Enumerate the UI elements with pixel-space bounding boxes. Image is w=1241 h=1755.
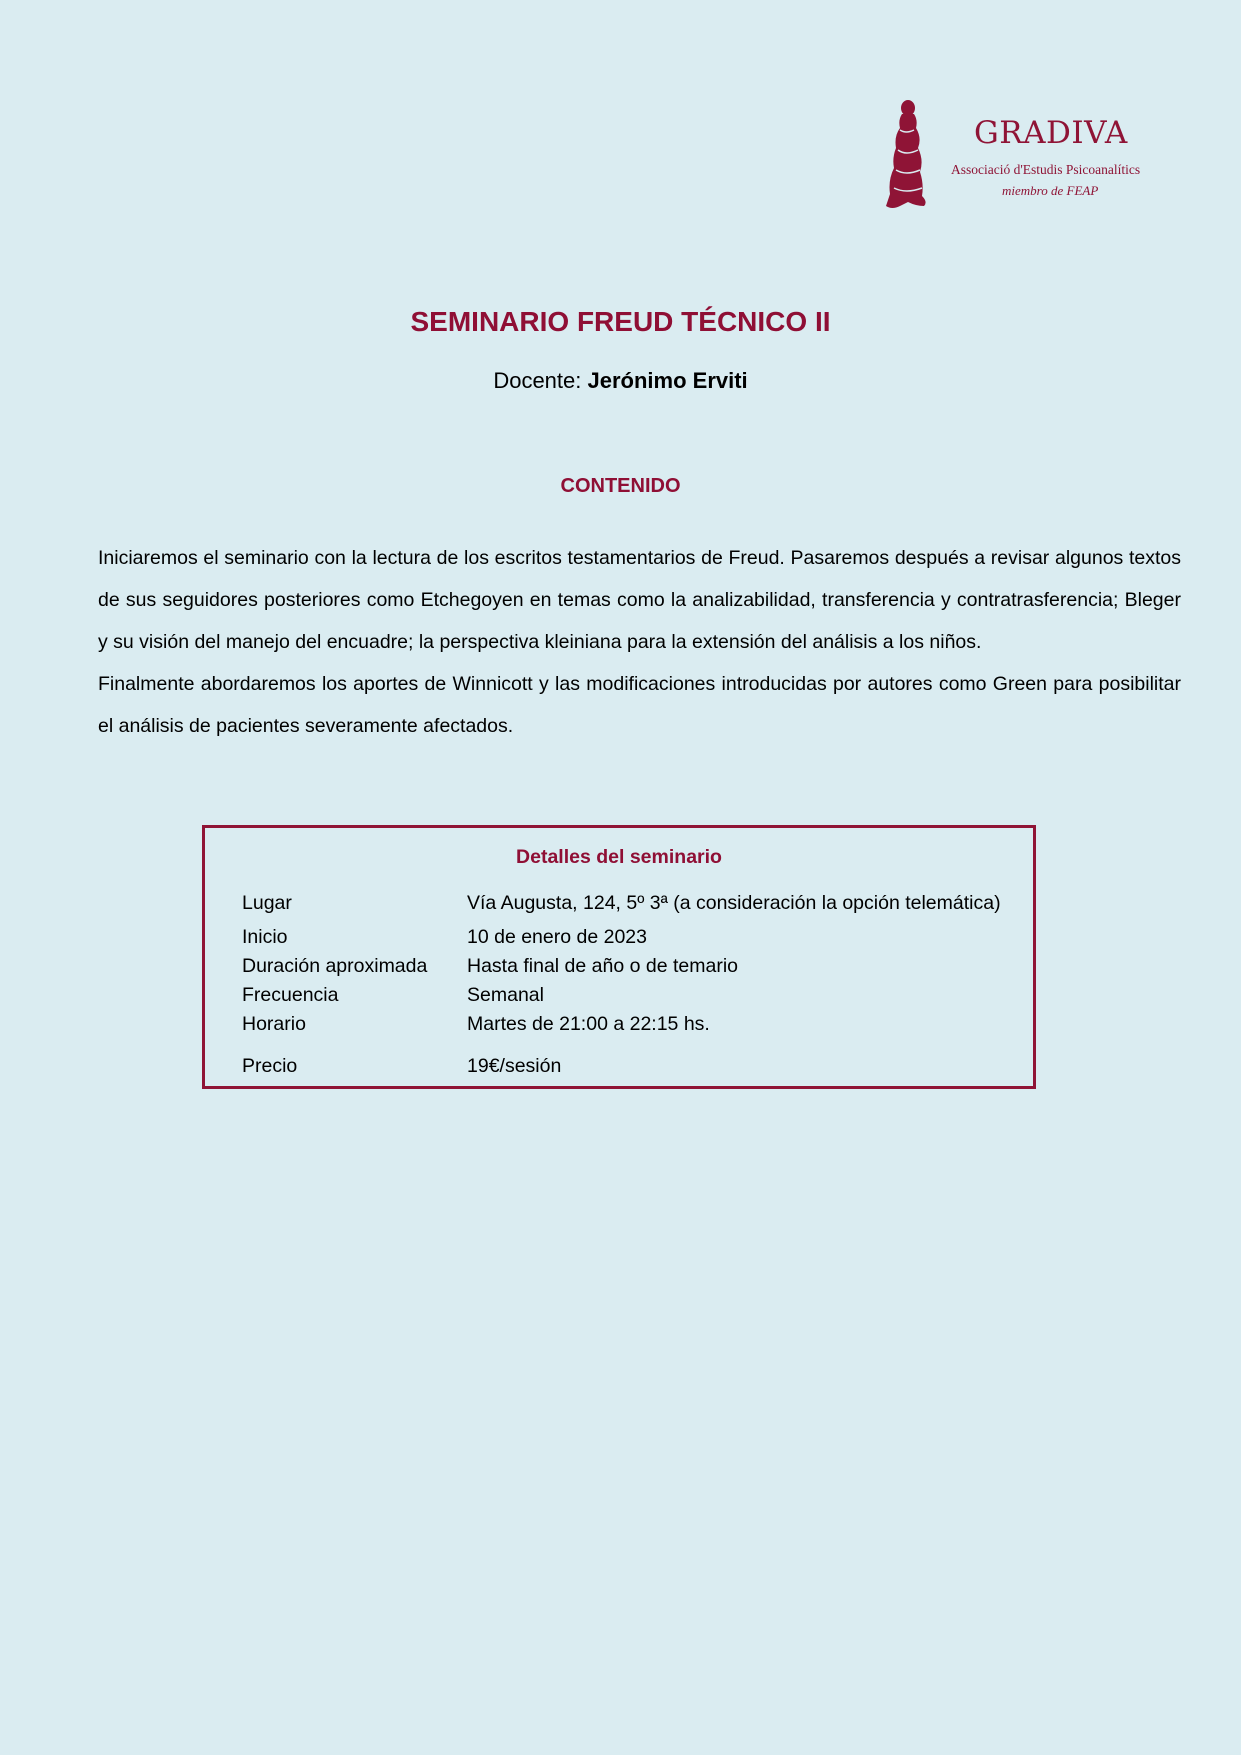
details-value: 19€/sesión	[467, 1055, 562, 1077]
gradiva-figure-icon	[878, 98, 936, 210]
details-label: Duración aproximada	[242, 955, 428, 977]
details-value: Martes de 21:00 a 22:15 hs.	[467, 1013, 710, 1035]
contenido-paragraph: Iniciaremos el seminario con la lectura de los escritos testamentarios de Freud. Pasaremos después a revisar algunos textos de sus seguidores posteriores como Etchegoyen en temas como la analizabilidad, transferencia y contratrasferencia; Bleger y su visión del manejo del encuadre; la perspectiva kleiniana para la extensión del análisis a los niños.	[98, 547, 1181, 653]
details-label: Lugar	[242, 892, 292, 914]
docente-line	[0, 368, 1241, 394]
logo-subtitle: Associació d'Estudis Psicoanalítics	[951, 162, 1141, 177]
details-label: Inicio	[242, 926, 288, 948]
docente-label: Docente:	[493, 368, 582, 393]
details-label: Precio	[242, 1055, 298, 1077]
logo-name: GRADIVA	[974, 115, 1128, 151]
details-title: Detalles del seminario	[516, 846, 722, 868]
details-value: Semanal	[467, 984, 544, 1006]
gradiva-logo	[878, 96, 1178, 214]
details-value: 10 de enero de 2023	[467, 926, 647, 948]
contenido-heading: CONTENIDO	[560, 475, 681, 497]
contenido-body	[98, 537, 1181, 747]
contenido-paragraph: Finalmente abordaremos los aportes de Winnicott y las modificaciones introducidas por autores como Green para posibilitar el análisis de pacientes severamente afectados.	[98, 673, 1181, 737]
seminar-title: SEMINARIO FREUD TÉCNICO II	[410, 306, 831, 337]
logo-member-text: miembro de FEAP	[1002, 183, 1099, 198]
details-value: Hasta final de año o de temario	[467, 955, 739, 977]
details-box	[202, 825, 1036, 1089]
docente-name: Jerónimo Erviti	[587, 368, 748, 393]
details-label: Frecuencia	[242, 984, 339, 1006]
details-label: Horario	[242, 1013, 306, 1035]
details-value: Vía Augusta, 124, 5º 3ª (a consideración la opción telemática)	[467, 892, 1001, 914]
